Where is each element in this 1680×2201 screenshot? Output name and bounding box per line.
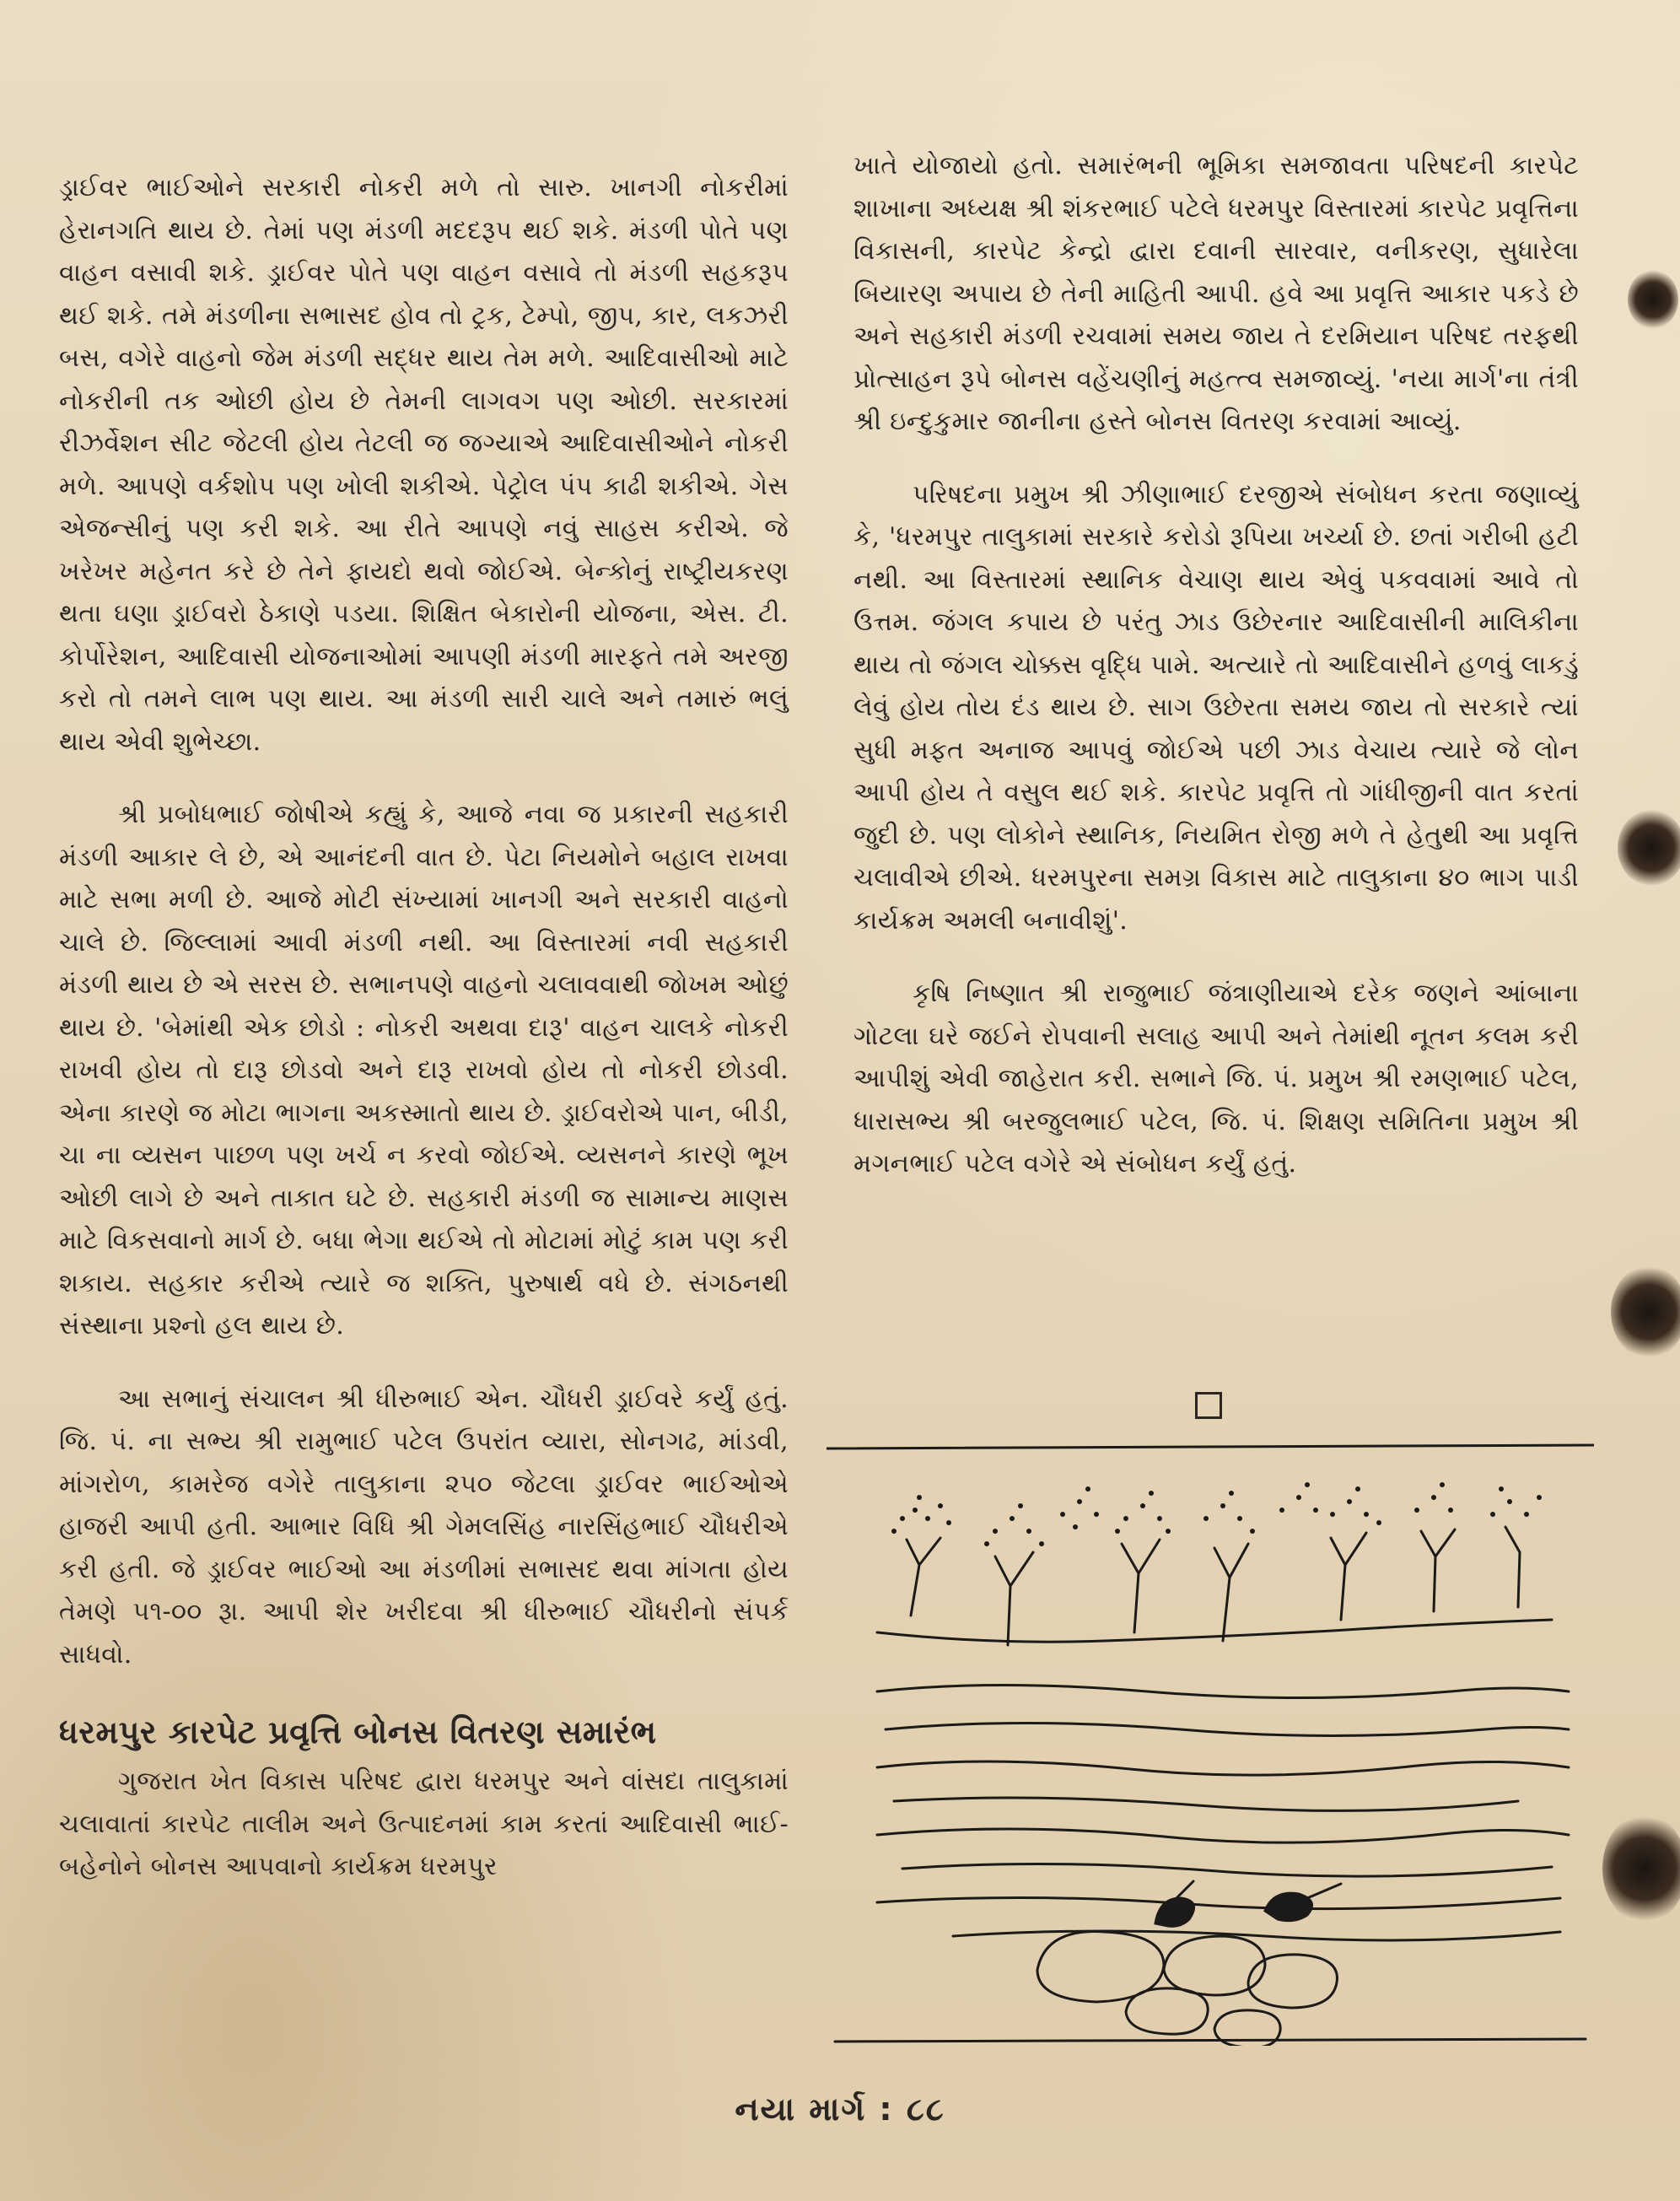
paper-burn-mark (1628, 270, 1678, 329)
left-paragraph-1: ડ્રાઈવર ભાઈઓને સરકારી નોકરી મળે તો સારુ. ખાનગી નોકરીમાં હેરાનગતિ થાય છે. તેમાં પણ મંડળી મદદરૂપ થઈ શકે. મંડળી પોતે પણ વાહન વસાવી શકે. ડ્રાઈવર પોતે પણ વાહન વસાવે તો મંડળી સહકરૂપ થઈ શકે. તમે મંડળીના સભાસદ હોવ તો ટ્રક, ટેમ્પો, જીપ, કાર, લકઝરી બસ, વગેરે વાહનો જેમ મંડળી સદ્ધર થાય તેમ મળે. આદિવાસીઓ માટે નોકરીની તક ઓછી હોય છે તેમની લાગવગ પણ ઓછી. સરકારમાં રીઝર્વેશન સીટ જેટલી હોય તેટલી જ જગ્યાએ આદિવાસીઓને નોકરી મળે. આપણે વર્કશોપ પણ ખોલી શકીએ. પેટ્રોલ પંપ કાઢી શકીએ. ગેસ એજન્સીનું પણ કરી શકે. આ રીતે આપણે નવું સાહસ કરીએ. જે ખરેખર મહેનત કરે છે તેને ફાયદો થવો જોઈએ. બેન્કોનું રાષ્ટ્રીયકરણ થતા ઘણા ડ્રાઈવરો ઠેકાણે પડયા. શિક્ષિત બેકારોની યોજના, એસ. ટી. કોર્પોરેશન, આદિવાસી યોજનાઓમાં આપણી મંડળી મારફતે તમે અરજી કરો તો તમને લાભ પણ થાય. આ મંડળી સારી ચાલે અને તમારું ભલું થાય એવી શુભેચ્છા. (59, 173, 789, 757)
section-paragraph: ગુજરાત ખેત વિકાસ પરિષદ દ્વારા ધરમપુર અને વાંસદા તાલુકામાં ચલાવાતાં કારપેટ તાલીમ અને ઉત્પાદનમાં કામ કરતાં આદિવાસી ભાઈ-બહેનોને બોનસ આપવાનો કાર્યક્રમ ધરમપુર (59, 1767, 789, 1881)
page-footer: નયા માર્ગ : ૮૮ (735, 2090, 945, 2128)
paper-burn-mark (1611, 1265, 1680, 1358)
right-paragraph-3: કૃષિ નિષ્ણાત શ્રી રાજુભાઈ જંત્રાણીયાએ દરેક જણને આંબાના ગોટલા ઘરે જઈને રોપવાની સલાહ આપી અને તેમાંથી નૂતન કલમ કરી આપીશું એવી જાહેરાત કરી. સભાને જિ. પં. પ્રમુખ શ્રી રમણભાઈ પટેલ, ધારાસભ્ય શ્રી બરજુલભાઈ પટેલ, જિ. પં. શિક્ષણ સમિતિના પ્રમુખ શ્રી મગનભાઈ પટેલ વગેરે એ સંબોધન કર્યું હતું. (853, 979, 1579, 1179)
section-heading: ધરમપુર કારપેટ પ્રવૃત્તિ બોનસ વિતરણ સમારંભ (59, 1713, 657, 1751)
left-paragraph-2: શ્રી પ્રબોધભાઈ જોષીએ કહ્યું કે, આજે નવા જ પ્રકારની સહકારી મંડળી આકાર લે છે, એ આનંદની વાત છે. પેટા નિયમોને બહાલ રાખવા માટે સભા મળી છે. આજે મોટી સંખ્યામાં ખાનગી અને સરકારી વાહનો ચાલે છે. જિલ્લામાં આવી મંડળી નથી. આ વિસ્તારમાં નવી સહકારી મંડળી થાય છે એ સરસ છે. સભાનપણે વાહનો ચલાવવાથી જોખમ ઓછું થાય છે. 'બેમાંથી એક છોડો : નોકરી અથવા દારૂ' વાહન ચાલકે નોકરી રાખવી હોય તો દારૂ છોડવો અને દારૂ રાખવો હોય તો નોકરી છોડવી. એના કારણે જ મોટા ભાગના અકસ્માતો થાય છે. ડ્રાઈવરોએ પાન, બીડી, ચા ના વ્યસન પાછળ પણ ખર્ચ ન કરવો જોઈએ. વ્યસનને કારણે ભૂખ ઓછી લાગે છે અને તાકાત ઘટે છે. સહકારી મંડળી જ સામાન્ય માણસ માટે વિકસવાનો માર્ગ છે. બધા ભેગા થઈએ તો મોટામાં મોટું કામ પણ કરી શકાય. સહકાર કરીએ ત્યારે જ શક્તિ, પુરુષાર્થ વધે છે. સંગઠનથી સંસ્થાના પ્રશ્નો હલ થાય છે. (59, 800, 789, 1341)
left-paragraph-3: આ સભાનું સંચાલન શ્રી ધીરુભાઈ એન. ચૌધરી ડ્રાઈવરે કર્યું હતું. જિ. પં. ના સભ્ય શ્રી રામુભાઈ પટેલ ઉપરાંત વ્યારા, સોનગઢ, માંડવી, માંગરોળ, કામરેજ વગેરે તાલુકાના ૨૫૦ જેટલા ડ્રાઈવર ભાઈઓએ હાજરી આપી હતી. આભાર વિધિ શ્રી ગેમલસિંહ નારસિંહભાઈ ચૌધરીએ કરી હતી. જે ડ્રાઈવર ભાઈઓ આ મંડળીમાં સભાસદ થવા માંગતા હોય તેમણે ૫૧-૦૦ રૂા. આપી શેર ખરીદવા શ્રી ધીરુભાઈ ચૌધરીનો સંપર્ક સાધવો. (59, 1384, 789, 1670)
right-column (853, 145, 1579, 1216)
trees-river-illustration (827, 1438, 1594, 2046)
left-column (59, 167, 789, 1919)
right-paragraph-1: ખાતે યોજાયો હતો. સમારંભની ભૂમિકા સમજાવતા પરિષદની કારપેટ શાખાના અધ્યક્ષ શ્રી શંકરભાઈ પટેલે ધરમપુર વિસ્તારમાં કારપેટ પ્રવૃત્તિના વિકાસની, કારપેટ કેન્દ્રો દ્વારા દવાની સારવાર, વનીકરણ, સુધારેલા બિયારણ અપાય છે તેની માહિતી આપી. હવે આ પ્રવૃત્તિ આકાર પકડે છે અને સહકારી મંડળી રચવામાં સમય જાય તે દરમિયાન પરિષદ તરફથી પ્રોત્સાહન રૂપે બોનસ વહેંચણીનું મહત્ત્વ સમજાવ્યું. 'નયા માર્ગ'ના તંત્રી શ્રી ઇન્દુકુમાર જાનીના હસ્તે બોનસ વિતરણ કરવામાં આવ્યું. (853, 151, 1579, 436)
paper-burn-mark (1618, 810, 1680, 886)
illustration-ink (827, 1445, 1594, 2046)
paper-burn-mark (1602, 1814, 1680, 1923)
end-of-article-box-icon (1195, 1392, 1222, 1419)
right-paragraph-2: પરિષદના પ્રમુખ શ્રી ઝીણાભાઈ દરજીએ સંબોધન કરતા જણાવ્યું કે, 'ધરમપુર તાલુકામાં સરકારે કરોડો રૂપિયા ખર્ચ્યા છે. છતાં ગરીબી હટી નથી. આ વિસ્તારમાં સ્થાનિક વેચાણ થાય એવું પકવવામાં આવે તો ઉત્તમ. જંગલ કપાય છે પરંતુ ઝાડ ઉછેરનાર આદિવાસીની માલિકીના થાય તો જંગલ ચોક્કસ વૃદ્ધિ પામે. અત્યારે તો આદિવાસીને હળવું લાકડું લેવું હોય તોય દંડ થાય છે. સાગ ઉછેરતા સમય જાય તો સરકારે ત્યાં સુધી મફત અનાજ આપવું જોઈએ પછી ઝાડ વેચાય ત્યારે જે લોન આપી હોય તે વસુલ થઈ શકે. કારપેટ પ્રવૃત્તિ તો ગાંધીજીની વાત કરતાં જુદી છે. પણ લોકોને સ્થાનિક, નિયમિત રોજી મળે તે હેતુથી આ પ્રવૃત્તિ ચલાવીએ છીએ. ધરમપુરના સમગ્ર વિકાસ માટે તાલુકાના ૪૦ ભાગ પાડી કાર્યક્રમ અમલી બનાવીશું'. (853, 479, 1579, 936)
